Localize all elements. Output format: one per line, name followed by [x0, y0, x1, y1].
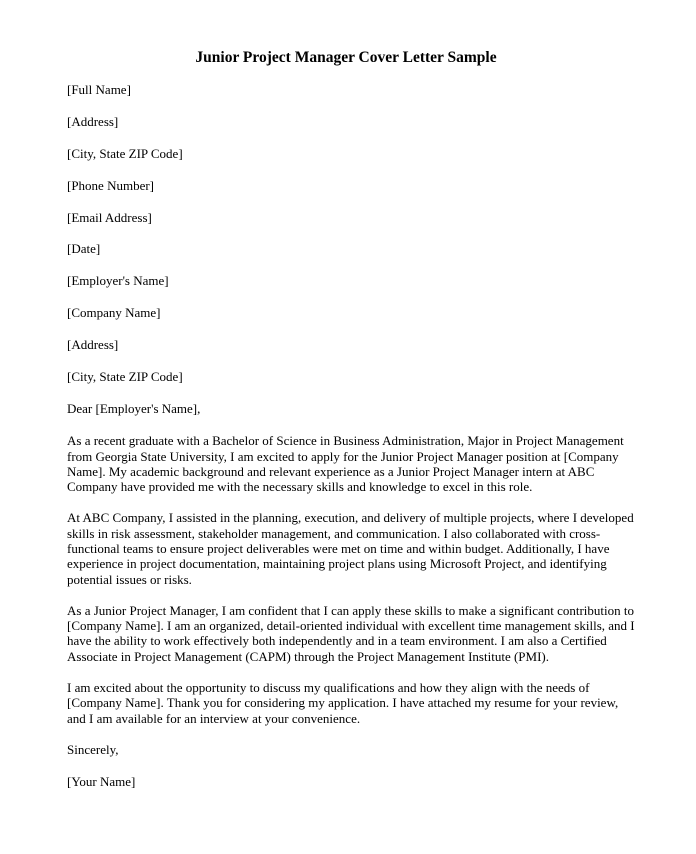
body-paragraph: As a Junior Project Manager, I am confident that I can apply these skills to make a significant contribution to [Company Name]. I am an organized, detail-oriented individual with excellent time management skills, and I have the ability to work effectively both independently and in a team environment. I am also a Certified Associate in Project Management (CAPM) through the Project Management Institute (PMI).: [67, 602, 635, 664]
sender-city-state-zip: [City, State ZIP Code]: [67, 145, 183, 161]
sender-email: [Email Address]: [67, 209, 152, 225]
letter-date: [Date]: [67, 241, 101, 257]
body-paragraph: At ABC Company, I assisted in the planning, execution, and delivery of multiple projects, where I developed skills in risk assessment, stakeholder management, and communication. I also collaborated with cross-functional teams to ensure project deliverables were met on time and within budget. Additionally, I have experience in project documentation, maintaining project plans using Microsoft Project, and identifying potential issues or risks.: [67, 510, 634, 587]
recipient-city-state-zip: [City, State ZIP Code]: [67, 369, 183, 385]
recipient-employer-name: [Employer's Name]: [67, 273, 169, 289]
body-paragraph: As a recent graduate with a Bachelor of Science in Business Administration, Major in Project Management from Georgia State University, I am excited to apply for the Junior Project Manager position at [Company Name]. My academic background and relevant experience as a Junior Project Manager intern at ABC Company have provided me with the necessary skills and knowledge to excel in this role.: [67, 433, 624, 495]
recipient-address: [Address]: [67, 337, 119, 353]
greeting: Dear [Employer's Name],: [67, 400, 201, 416]
signature: [Your Name]: [67, 774, 136, 790]
sender-address: [Address]: [67, 113, 119, 129]
sender-block: [67, 82, 637, 257]
recipient-block: [67, 273, 637, 384]
sender-phone: [Phone Number]: [67, 177, 155, 193]
recipient-company-name: [Company Name]: [67, 305, 161, 321]
sender-full-name: [Full Name]: [67, 82, 131, 97]
letter-body: [67, 82, 637, 806]
body-paragraph: I am excited about the opportunity to discuss my qualifications and how they align with the needs of [Company Name]. Thank you for considering my application. I have attached my resume for your review, and I am available for an interview at your convenience.: [67, 680, 619, 726]
page-title: Junior Project Manager Cover Letter Sample: [195, 49, 497, 66]
closing: Sincerely,: [67, 741, 119, 757]
